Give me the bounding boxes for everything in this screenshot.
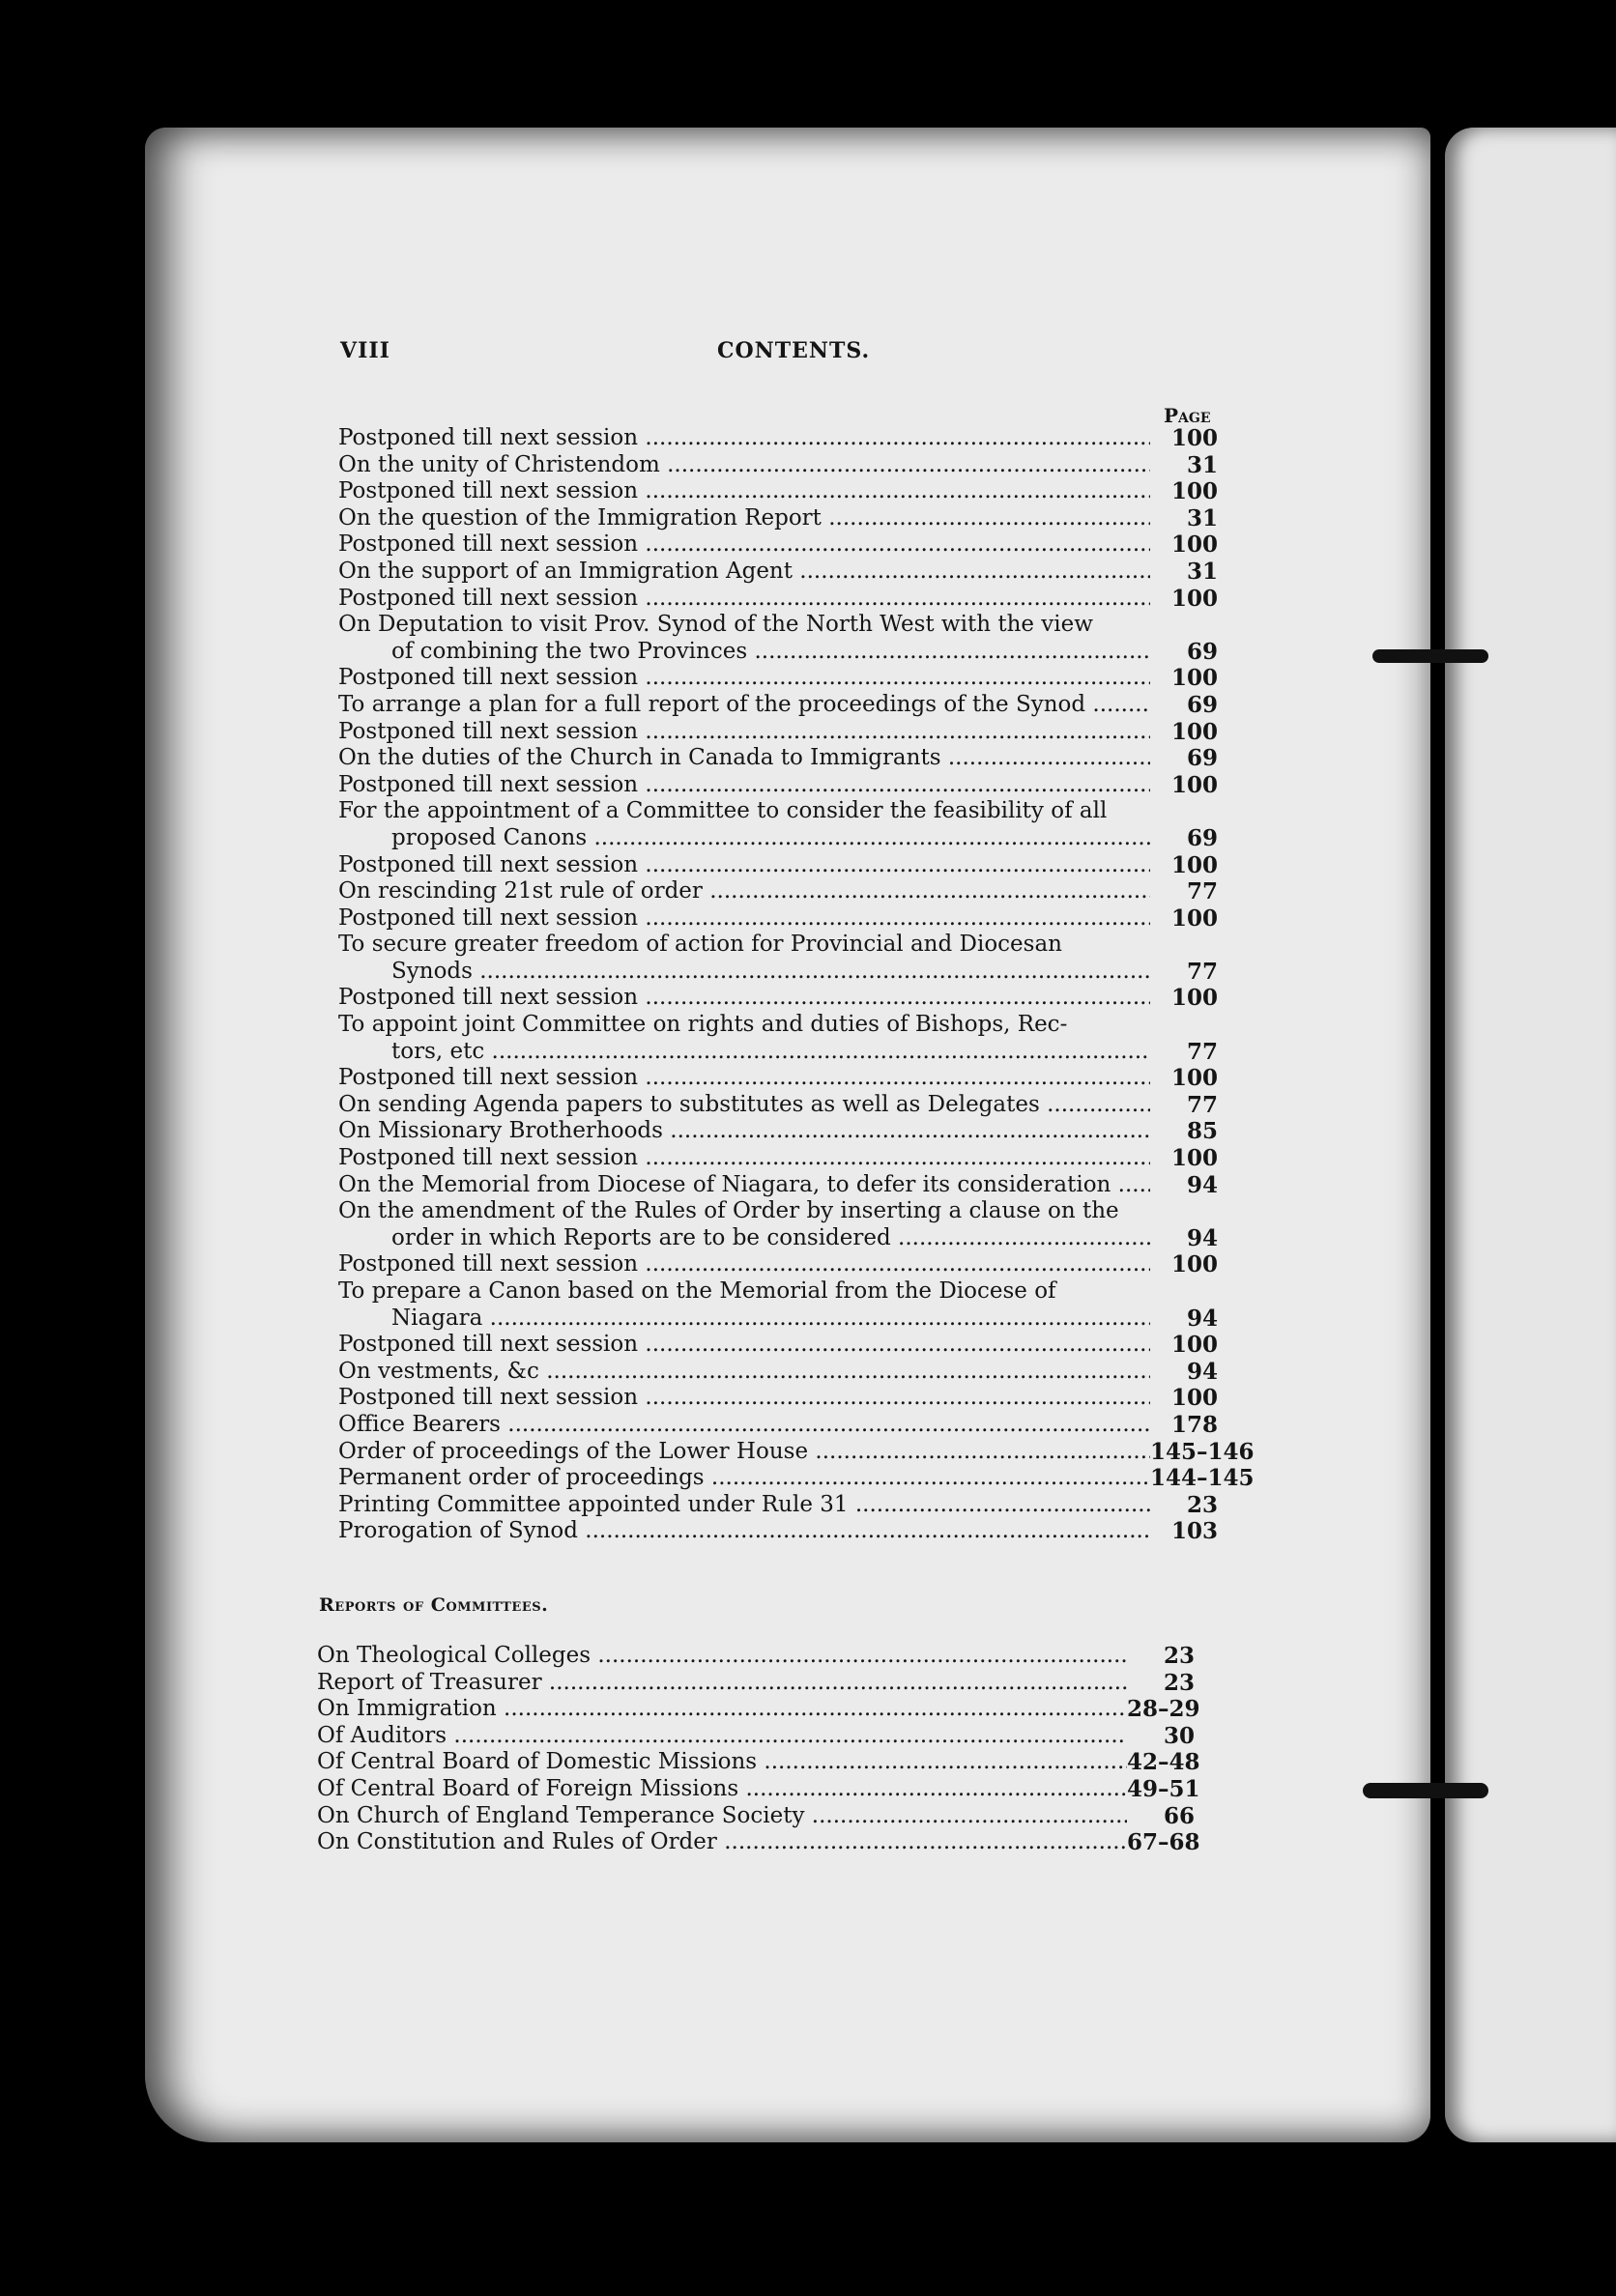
toc-entry-title: Office Bearers ..... [338,1412,1150,1439]
toc-entry-title: proposed Canons ..... [338,825,1150,852]
toc-entry-title: On the question of the Immigration Report ..... [338,505,1150,532]
toc-entry-page: 31 [1186,558,1218,585]
toc-entry-title: On Theological Colleges ..... [317,1643,1127,1670]
toc-entry-page: 31 [1186,451,1218,478]
toc-entry [338,1039,1218,1066]
toc-entry-title: Postponed till next session ..... [338,1145,1150,1172]
toc-entry-page: 69 [1186,638,1218,665]
toc-entry-page: 144–145 [1150,1465,1255,1492]
toc-entry-title: Of Auditors ..... [317,1723,1127,1750]
toc-entry [338,692,1218,719]
toc-entry-title: Order of proceedings of the Lower House ..... [338,1439,1150,1466]
toc-entry-title: To arrange a plan for a full report of the proceedings of the Synod ..... [338,692,1150,719]
toc-entry [317,1775,1200,1803]
toc-entry [338,1385,1218,1412]
toc-entry [338,745,1218,772]
toc-entry-page: 42–48 [1127,1749,1200,1776]
toc-entry [338,1278,1218,1306]
page-column-label: Page [1164,404,1211,427]
toc-entry [338,1118,1218,1145]
toc-entry-title: Prorogation of Synod ..... [338,1518,1150,1545]
toc-entry-page: 77 [1186,958,1218,985]
toc-entry-page: 85 [1186,1118,1218,1145]
toc-entry [317,1643,1195,1670]
toc-entry [338,825,1218,852]
toc-entry-title: Postponed till next session ..... [338,531,1150,559]
toc-entry [338,505,1218,532]
toc-entry-title: Postponed till next session ..... [338,985,1150,1012]
toc-entry-page: 69 [1186,745,1218,772]
toc-entry [338,719,1218,746]
toc-entry-title: On the Memorial from Diocese of Niagara, to defer its consideration ..... [338,1172,1150,1199]
toc-entry-page: 69 [1186,824,1218,851]
toc-entry-title: On vestments, &c ..... [338,1359,1150,1386]
toc-entry [338,586,1218,613]
toc-entry-title: Postponed till next session ..... [338,905,1150,933]
toc-entry [317,1670,1195,1697]
toc-entry-page: 23 [1186,1491,1218,1518]
toc-entry-title: Postponed till next session ..... [338,1332,1150,1359]
toc-entry-title: Of Central Board of Domestic Missions ..... [317,1749,1127,1776]
toc-entry-page: 100 [1170,771,1218,798]
toc-entry-page: 100 [1170,985,1218,1012]
toc-entry-page: 100 [1170,1145,1218,1172]
toc-entry [338,852,1218,879]
toc-entry [338,1012,1218,1039]
toc-entry [338,1225,1218,1252]
toc-entry-title: On the duties of the Church in Canada to Immigrants ..... [338,745,1150,772]
toc-entry-title: tors, etc ..... [338,1039,1150,1066]
toc-entry [338,878,1218,905]
toc-entry [338,665,1218,692]
toc-entry-page: 77 [1186,1091,1218,1118]
toc-entry [338,559,1218,586]
page-title: CONTENTS. [717,338,871,363]
toc-entry [338,1465,1255,1492]
toc-entry [338,452,1218,479]
toc-entry-title: On the amendment of the Rules of Order by inserting a clause on the [338,1198,1119,1224]
toc-entry [317,1749,1200,1776]
toc-entry-title: Postponed till next session ..... [338,852,1150,879]
toc-entry-page: 94 [1186,1171,1218,1198]
toc-entry-title: Report of Treasurer ..... [317,1670,1127,1697]
toc-entry [338,1332,1218,1359]
toc-entry-title: On Constitution and Rules of Order ..... [317,1829,1127,1856]
toc-entry [338,1198,1218,1225]
toc-entry-page: 178 [1170,1411,1218,1438]
toc-entry [338,1251,1218,1278]
toc-entry-title: On the support of an Immigration Agent ..... [338,559,1150,586]
toc-entry-title: Synods ..... [338,959,1150,986]
toc-entry-title: order in which Reports are to be considered ..... [338,1225,1150,1252]
toc-entry-page: 100 [1170,904,1218,932]
toc-entry-page: 49–51 [1127,1775,1200,1802]
toc-entry [338,798,1218,825]
toc-entry [317,1803,1195,1830]
toc-entry-title: Postponed till next session ..... [338,665,1150,692]
toc-entry-title: Printing Committee appointed under Rule 31 ..... [338,1492,1150,1519]
toc-entry-page: 28–29 [1127,1696,1200,1723]
toc-entry-title: Postponed till next session ..... [338,1385,1150,1412]
toc-entry-page: 145–146 [1150,1438,1255,1465]
toc-entry-page: 67–68 [1127,1829,1200,1856]
toc-entry-page: 69 [1186,691,1218,718]
toc-entry-page: 94 [1186,1358,1218,1385]
section-heading: Reports of Committees. [319,1594,549,1616]
toc-entry-page: 30 [1163,1722,1195,1749]
toc-entry-page: 100 [1170,851,1218,878]
toc-entry-page: 100 [1170,665,1218,692]
reports-list [317,1643,1200,1856]
toc-entry-page: 100 [1170,1385,1218,1412]
toc-entry-page: 94 [1186,1224,1218,1251]
toc-entry-title: On rescinding 21st rule of order ..... [338,878,1150,905]
toc-entry [338,1306,1218,1333]
facing-page-edge [1445,128,1616,2142]
toc-entry [317,1829,1200,1856]
toc-entry-page: 94 [1186,1305,1218,1332]
toc-entry-page: 100 [1170,585,1218,612]
toc-entry [338,1145,1218,1172]
toc-entry-title: On sending Agenda papers to substitutes as well as Delegates ..... [338,1092,1150,1119]
toc-entry-page: 66 [1163,1802,1195,1829]
binding-mark [1372,649,1488,663]
toc-entry [338,531,1218,559]
toc-entry [338,959,1218,986]
toc-entry-page: 103 [1170,1518,1218,1545]
toc-entry [338,985,1218,1012]
toc-entry-title: On Immigration ..... [317,1696,1127,1723]
toc-entry [338,1359,1218,1386]
toc-entry [338,932,1218,959]
toc-entry [317,1696,1200,1723]
toc-entry-title: Postponed till next session ..... [338,1065,1150,1092]
toc-entry [338,772,1218,799]
toc-entry-title: Postponed till next session ..... [338,772,1150,799]
toc-entry-page: 100 [1170,478,1218,505]
toc-entry-title: On Deputation to visit Prov. Synod of the North West with the view [338,612,1093,638]
toc-entry-title: Postponed till next session ..... [338,1251,1150,1278]
toc-entry-page: 100 [1170,1251,1218,1278]
toc-entry [338,1092,1218,1119]
toc-entry-title: To appoint joint Committee on rights and duties of Bishops, Rec- [338,1012,1068,1038]
toc-entry [338,1492,1218,1519]
toc-entry-page: 100 [1170,531,1218,559]
toc-entry-page: 100 [1170,425,1218,451]
toc-entry-title: On the unity of Christendom ..... [338,452,1150,479]
toc-entry-title: For the appointment of a Committee to consider the feasibility of all [338,798,1108,824]
toc-entry-page: 23 [1163,1643,1195,1669]
toc-entry [338,639,1218,666]
toc-entry [338,1065,1218,1092]
folio-number: VIII [340,338,390,363]
toc-entry-title: of combining the two Provinces ..... [338,639,1150,666]
toc-entry-page: 23 [1163,1669,1195,1696]
toc-entry-page: 100 [1170,1065,1218,1092]
toc-entry-title: Postponed till next session ..... [338,425,1150,452]
toc-entry-page: 100 [1170,718,1218,745]
toc-entry [317,1723,1195,1750]
toc-entry [338,612,1218,639]
toc-entry [338,1172,1218,1199]
toc-entry-title: Postponed till next session ..... [338,719,1150,746]
binding-mark [1363,1783,1488,1798]
toc-entry [338,1438,1255,1466]
toc-entry [338,905,1218,933]
toc-entry-title: On Church of England Temperance Society ..... [317,1803,1127,1830]
toc-entry-page: 77 [1186,878,1218,905]
toc-entry-title: To secure greater freedom of action for Provincial and Diocesan [338,932,1062,958]
toc-entry-title: Permanent order of proceedings ..... [338,1465,1150,1492]
toc-entry [338,425,1218,452]
contents-list [338,425,1255,1545]
toc-entry [338,478,1218,505]
toc-entry-title: Postponed till next session ..... [338,478,1150,505]
toc-entry-title: Postponed till next session ..... [338,586,1150,613]
toc-entry-page: 77 [1186,1038,1218,1065]
toc-entry-title: To prepare a Canon based on the Memorial from the Diocese of [338,1278,1056,1304]
toc-entry-title: On Missionary Brotherhoods ..... [338,1118,1150,1145]
toc-entry [338,1412,1218,1439]
toc-entry-page: 100 [1170,1332,1218,1359]
toc-entry-title: Of Central Board of Foreign Missions ..... [317,1776,1127,1803]
toc-entry-title: Niagara ..... [338,1306,1150,1333]
toc-entry [338,1518,1218,1545]
toc-entry-page: 31 [1186,504,1218,531]
